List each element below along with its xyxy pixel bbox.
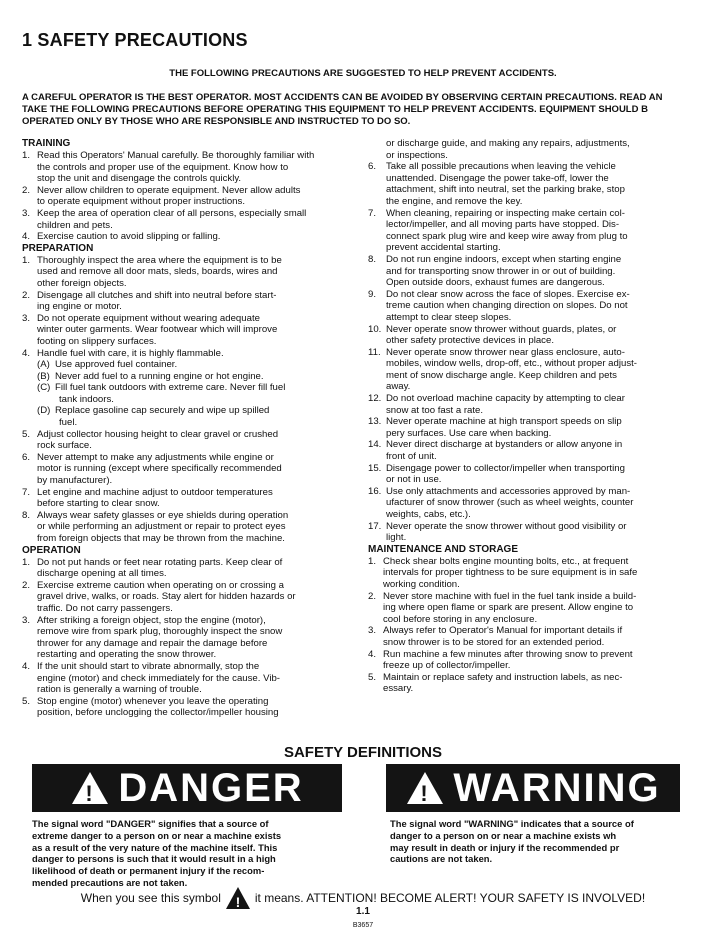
item-text bbox=[383, 625, 708, 648]
sub-item bbox=[22, 382, 362, 405]
item-line: unattended. Disengage the power take-off, lower the bbox=[386, 172, 609, 184]
operation-list-continued bbox=[368, 161, 708, 544]
item-text bbox=[37, 231, 362, 243]
item-line: discharge opening at all times. bbox=[37, 568, 167, 580]
symbol-prefix: When you see this symbol bbox=[80, 891, 221, 905]
item-text bbox=[37, 150, 362, 185]
item-text bbox=[386, 254, 708, 289]
item-line: essary. bbox=[383, 683, 414, 695]
text-line: cautions are not taken. bbox=[390, 853, 493, 865]
preparation-item bbox=[22, 510, 362, 545]
item-line: Stop engine (motor) whenever you leave the operating bbox=[37, 695, 269, 707]
item-line: other safety protective devices in place. bbox=[386, 335, 554, 347]
item-text bbox=[386, 486, 708, 521]
item-line: Never operate snow thrower without guards, plates, or bbox=[386, 323, 617, 335]
item-line: prevent accidental starting. bbox=[386, 242, 501, 254]
item-number: 3. bbox=[22, 614, 31, 626]
item-number: 1. bbox=[368, 555, 377, 567]
item-line: Never direct discharge at bystanders or allow anyone in bbox=[386, 439, 623, 451]
preparation-item bbox=[22, 313, 362, 348]
sub-item-letter: (C) bbox=[37, 382, 51, 394]
item-line: Keep the area of operation clear of all persons, especially small bbox=[37, 207, 307, 219]
training-item bbox=[22, 185, 362, 208]
item-line: children and pets. bbox=[37, 219, 113, 231]
training-item bbox=[22, 150, 362, 185]
item-line: gravel drive, walks, or roads. Stay alert for hidden hazards or bbox=[37, 591, 296, 603]
item-number: 1. bbox=[22, 150, 31, 161]
warning-triangle-icon bbox=[70, 770, 110, 806]
danger-label: DANGER bbox=[118, 765, 304, 810]
item-line: Use only attachments and accessories approved by man- bbox=[386, 485, 631, 497]
item-line: or not in use. bbox=[386, 474, 442, 486]
sub-item-text bbox=[55, 405, 362, 428]
text-line: as a result of the very nature of the machine itself. This bbox=[32, 841, 278, 853]
item-text bbox=[37, 255, 362, 290]
operation-item bbox=[22, 580, 362, 615]
item-line: Use approved fuel container. bbox=[55, 359, 178, 371]
danger-definition bbox=[32, 818, 342, 889]
item-line: winter outer garments. Wear footwear which will improve bbox=[37, 324, 278, 336]
item-line: treme caution when changing direction on slopes. Do not bbox=[386, 300, 628, 312]
item-number: 1. bbox=[22, 254, 31, 266]
item-text bbox=[37, 580, 362, 615]
training-item bbox=[22, 208, 362, 231]
item-line: Adjust collector housing height to clear gravel or crushed bbox=[37, 428, 279, 440]
item-number: 2. bbox=[22, 579, 31, 591]
operation-heading: OPERATION bbox=[22, 544, 81, 556]
item-line: ufacturer of snow thrower (such as wheel weights, counter bbox=[386, 497, 634, 509]
item-line: other foreign objects. bbox=[37, 277, 127, 289]
text-line: extreme danger to a person on or near a machine exists bbox=[32, 829, 282, 841]
item-line: Never operate snow thrower near glass enclosure, auto- bbox=[386, 346, 625, 358]
item-line: used and remove all door mats, sleds, boards, wires and bbox=[37, 266, 278, 278]
sub-item bbox=[22, 359, 362, 371]
right-column bbox=[368, 138, 708, 695]
item-line: front of unit. bbox=[386, 451, 437, 463]
warning-banner bbox=[386, 764, 680, 812]
item-number: 5. bbox=[22, 695, 31, 707]
warning-definition bbox=[390, 818, 690, 865]
item-number: 4. bbox=[368, 648, 377, 660]
item-number: 16. bbox=[368, 485, 382, 497]
item-text bbox=[386, 463, 708, 486]
maintenance-heading: MAINTENANCE AND STORAGE bbox=[368, 543, 519, 555]
item-line: restarting and operating the snow thrower. bbox=[37, 649, 217, 661]
operation-item bbox=[368, 486, 708, 521]
item-line: ration is generally a warning of trouble. bbox=[37, 684, 202, 696]
item-line: Thoroughly inspect the area where the equipment is to be bbox=[37, 254, 282, 266]
text-line: or discharge guide, and making any repairs, adjustments, bbox=[386, 138, 630, 149]
item-number: 3. bbox=[22, 207, 31, 219]
item-text bbox=[383, 649, 708, 672]
item-number: 8. bbox=[368, 253, 377, 265]
item-line: and for transporting snow thrower in or out of building. bbox=[386, 265, 616, 277]
item-line: rock surface. bbox=[37, 440, 92, 452]
item-text bbox=[37, 557, 362, 580]
item-line: Never operate the snow thrower without good visibility or bbox=[386, 520, 627, 532]
item-line: Maintain or replace safety and instruction labels, as nec- bbox=[383, 671, 623, 683]
item-line: footing on slippery surfaces. bbox=[37, 335, 157, 347]
item-line: working condition. bbox=[383, 578, 460, 590]
sub-item-letter: (B) bbox=[37, 370, 50, 382]
item-line: Run machine a few minutes after throwing snow to prevent bbox=[383, 648, 633, 660]
item-line: lector/impeller, and all moving parts have stopped. Dis- bbox=[386, 219, 620, 231]
item-text bbox=[383, 672, 708, 695]
item-line: Always refer to Operator's Manual for important details if bbox=[383, 625, 623, 637]
item-line: Disengage power to collector/impeller when transporting bbox=[386, 462, 625, 474]
item-number: 10. bbox=[368, 323, 382, 335]
sub-item bbox=[22, 405, 362, 428]
operation-item bbox=[368, 161, 708, 207]
operation-item bbox=[368, 324, 708, 347]
text-line: or inspections. bbox=[386, 149, 448, 161]
maintenance-item bbox=[368, 625, 708, 648]
operation-item bbox=[368, 254, 708, 289]
training-list bbox=[22, 150, 362, 243]
item-line: connect spark plug wire and keep wire away from plug to bbox=[386, 230, 628, 242]
preparation-item bbox=[22, 452, 362, 487]
item-line: Handle fuel with care, it is highly flammable. bbox=[37, 347, 224, 359]
item-line: Do not clear snow across the face of slopes. Exercise ex- bbox=[386, 288, 630, 300]
item-text bbox=[37, 290, 362, 313]
item-line: Read this Operators' Manual carefully. Be thoroughly familiar with bbox=[37, 150, 315, 161]
training-heading: TRAINING bbox=[22, 138, 71, 149]
item-number: 14. bbox=[368, 439, 382, 451]
item-line: the engine, and remove the key. bbox=[386, 195, 523, 207]
item-line: motor is running (except where specifically recommended bbox=[37, 463, 282, 475]
item-number: 4. bbox=[22, 660, 31, 672]
item-number: 1. bbox=[22, 556, 31, 568]
item-line: If the unit should start to vibrate abnormally, stop the bbox=[37, 660, 260, 672]
item-line: ment of snow discharge angle. Keep children and pets bbox=[386, 369, 617, 381]
svg-text:!: ! bbox=[420, 781, 430, 806]
preparation-item bbox=[22, 255, 362, 290]
operation-item bbox=[22, 557, 362, 580]
danger-banner bbox=[32, 764, 342, 812]
subtitle: THE FOLLOWING PRECAUTIONS ARE SUGGESTED TO HELP PREVENT ACCIDENTS. bbox=[169, 68, 557, 79]
maintenance-item bbox=[368, 649, 708, 672]
text-line: danger to persons is such that it would result in a high bbox=[32, 853, 276, 865]
item-line: remove wire from spark plug, thoroughly inspect the snow bbox=[37, 626, 283, 638]
item-line: Let engine and machine adjust to outdoor temperatures bbox=[37, 486, 273, 498]
sub-item-text bbox=[55, 382, 362, 405]
text-line: mended precautions are not taken. bbox=[32, 876, 188, 888]
sub-item-letter: (D) bbox=[37, 405, 51, 417]
item-text bbox=[37, 429, 362, 452]
operation-continuation bbox=[368, 138, 708, 161]
item-text bbox=[386, 347, 708, 393]
operation-item bbox=[368, 439, 708, 462]
item-line: Exercise extreme caution when operating on or crossing a bbox=[37, 579, 284, 591]
item-text bbox=[37, 487, 362, 510]
sub-item-text bbox=[55, 359, 362, 371]
item-number: 13. bbox=[368, 416, 382, 428]
intro-paragraph bbox=[22, 92, 708, 128]
sub-item-text bbox=[55, 371, 362, 383]
item-text bbox=[386, 208, 708, 254]
symbol-suffix: it means. ATTENTION! BECOME ALERT! YOUR SAFETY IS INVOLVED! bbox=[254, 891, 646, 905]
item-text bbox=[37, 510, 362, 545]
operation-item bbox=[368, 347, 708, 393]
item-text bbox=[386, 324, 708, 347]
item-line: cool before storing in any enclosure. bbox=[383, 613, 538, 625]
item-line: light. bbox=[386, 532, 407, 544]
item-text bbox=[386, 289, 708, 324]
item-number: 2. bbox=[368, 590, 377, 602]
item-line: Fill fuel tank outdoors with extreme care. Never fill fuel bbox=[55, 382, 286, 394]
item-text bbox=[386, 393, 708, 416]
item-number: 7. bbox=[22, 486, 31, 498]
maintenance-item bbox=[368, 556, 708, 591]
item-number: 2. bbox=[22, 289, 31, 301]
page-title: 1 SAFETY PRECAUTIONS bbox=[22, 30, 248, 50]
item-text bbox=[37, 615, 362, 661]
operation-item bbox=[22, 615, 362, 661]
item-line: ing where open flame or spark are present. Allow engine to bbox=[383, 602, 634, 614]
preparation-heading: PREPARATION bbox=[22, 242, 94, 254]
preparation-item bbox=[22, 348, 362, 360]
item-line: the controls and proper use of the equipment. Know how to bbox=[37, 161, 289, 173]
item-number: 11. bbox=[368, 346, 381, 358]
item-text bbox=[37, 185, 362, 208]
item-line: from foreign objects that may be thrown from the machine. bbox=[37, 533, 285, 544]
item-text bbox=[37, 661, 362, 696]
item-number: 5. bbox=[22, 428, 31, 440]
operation-list bbox=[22, 557, 362, 719]
left-column bbox=[22, 138, 362, 719]
item-line: Take all possible precautions when leaving the vehicle bbox=[386, 161, 616, 173]
item-text bbox=[383, 556, 708, 591]
maintenance-item bbox=[368, 672, 708, 695]
operation-item bbox=[368, 393, 708, 416]
item-number: 2. bbox=[22, 184, 31, 196]
item-line: intervals for proper tightness to be sure equipment is in safe bbox=[383, 567, 638, 579]
preparation-list bbox=[22, 255, 362, 359]
item-number: 12. bbox=[368, 393, 382, 405]
item-line: snow thrower is to be stored for an extended period. bbox=[383, 636, 605, 648]
text-line: likelihood of death or permanent injury if the recom- bbox=[32, 865, 265, 877]
item-number: 17. bbox=[368, 520, 382, 532]
item-number: 6. bbox=[22, 451, 31, 463]
item-line: Exercise caution to avoid slipping or falling. bbox=[37, 231, 221, 243]
item-line: Do not run engine indoors, except when starting engine bbox=[386, 253, 622, 265]
text-line: The signal word "DANGER" signifies that a source of bbox=[32, 818, 269, 829]
item-line: Do not put hands or feet near rotating parts. Keep clear of bbox=[37, 556, 283, 568]
operation-item bbox=[22, 696, 362, 719]
intro-line: A CAREFUL OPERATOR IS THE BEST OPERATOR. MOST ACCIDENTS CAN BE AVOIDED BY OBSERVING CERTAIN PRECAUTIONS. READ AN bbox=[22, 92, 663, 103]
item-line: weights, cabs, etc.). bbox=[386, 509, 471, 520]
item-line: Disengage all clutches and shift into neutral before start- bbox=[37, 289, 277, 301]
text-line: may result in death or injury if the recommended pr bbox=[390, 841, 620, 853]
item-number: 4. bbox=[22, 347, 31, 359]
warning-label: WARNING bbox=[453, 765, 661, 810]
training-item bbox=[22, 231, 362, 243]
item-number: 3. bbox=[22, 312, 31, 324]
item-text bbox=[383, 591, 708, 626]
item-line: freeze up of collector/impeller. bbox=[383, 660, 511, 672]
item-line: Never attempt to make any adjustments while engine or bbox=[37, 451, 274, 463]
item-line: When cleaning, repairing or inspecting make certain col- bbox=[386, 207, 625, 219]
preparation-list-continued bbox=[22, 429, 362, 545]
operation-item bbox=[368, 289, 708, 324]
operation-item bbox=[22, 661, 362, 696]
item-number: 8. bbox=[22, 509, 31, 521]
item-line: engine (motor) and check immediately for the cause. Vib- bbox=[37, 672, 280, 684]
item-line: Check shear bolts engine mounting bolts, etc., at frequent bbox=[383, 555, 629, 567]
item-line: Replace gasoline cap securely and wipe up spilled bbox=[55, 405, 270, 417]
item-line: mobiles, window wells, drop-off, etc., without proper adjust- bbox=[386, 358, 637, 370]
item-number: 9. bbox=[368, 288, 377, 300]
item-line: Never allow children to operate equipment. Never allow adults bbox=[37, 184, 301, 196]
operation-item bbox=[368, 416, 708, 439]
item-line: Open outside doors, exhaust fumes are dangerous. bbox=[386, 277, 605, 289]
item-line: Never add fuel to a running engine or hot engine. bbox=[55, 370, 264, 382]
item-line: pery surfaces. Use care when backing. bbox=[386, 427, 552, 439]
item-line: Always wear safety glasses or eye shields during operation bbox=[37, 509, 289, 521]
item-line: before starting to clear snow. bbox=[37, 498, 160, 510]
item-text bbox=[37, 348, 362, 360]
item-line: traffic. Do not carry passengers. bbox=[37, 602, 173, 614]
item-line: Do not operate equipment without wearing adequate bbox=[37, 312, 260, 324]
operation-item bbox=[368, 208, 708, 254]
preparation-sublist bbox=[22, 359, 362, 429]
item-line: tank indoors. bbox=[59, 393, 114, 405]
item-text bbox=[37, 452, 362, 487]
item-line: to operate equipment without proper instructions. bbox=[37, 196, 245, 208]
page-number: 1.1 bbox=[356, 906, 370, 917]
safety-definitions-heading: SAFETY DEFINITIONS bbox=[283, 744, 443, 761]
preparation-item bbox=[22, 429, 362, 452]
item-text bbox=[37, 313, 362, 348]
item-line: position, before unclogging the collector/impeller housing bbox=[37, 707, 279, 719]
document-code: B3657 bbox=[352, 922, 374, 929]
item-line: by manufacturer). bbox=[37, 475, 113, 487]
item-line: or while performing an adjustment or repair to protect eyes bbox=[37, 521, 286, 533]
item-line: stop the unit and disengage the controls quickly. bbox=[37, 173, 242, 185]
svg-text:!: ! bbox=[235, 894, 241, 910]
preparation-item bbox=[22, 290, 362, 313]
item-text bbox=[386, 439, 708, 462]
item-line: fuel. bbox=[59, 417, 78, 429]
item-line: attachment, shift into neutral, set the parking brake, stop bbox=[386, 184, 625, 196]
item-number: 15. bbox=[368, 462, 382, 474]
item-line: Do not overload machine capacity by attempting to clear bbox=[386, 393, 625, 405]
item-text bbox=[37, 696, 362, 719]
item-text bbox=[37, 208, 362, 231]
item-number: 7. bbox=[368, 207, 377, 219]
intro-line: TAKE THE FOLLOWING PRECAUTIONS BEFORE OPERATING THIS EQUIPMENT TO HELP PREVENT ACCIDENTS. EQUIPMENT SHOULD B bbox=[22, 104, 648, 115]
maintenance-list bbox=[368, 556, 708, 695]
item-line: Never operate machine at high transport speeds on slip bbox=[386, 416, 622, 428]
item-text bbox=[386, 161, 708, 207]
item-number: 6. bbox=[368, 161, 377, 173]
item-number: 4. bbox=[22, 231, 31, 243]
item-number: 3. bbox=[368, 625, 377, 637]
operation-item bbox=[368, 521, 708, 544]
item-number: 5. bbox=[368, 671, 377, 683]
item-line: snow at too fast a rate. bbox=[386, 404, 484, 416]
intro-line: OPERATED ONLY BY THOSE WHO ARE RESPONSIBLE AND INSTRUCTED TO DO SO. bbox=[22, 116, 411, 127]
text-line: The signal word "WARNING" indicates that a source of bbox=[390, 818, 634, 829]
text-line: danger to a person on or near a machine exists wh bbox=[390, 829, 617, 841]
item-line: away. bbox=[386, 381, 411, 393]
operation-item bbox=[368, 463, 708, 486]
svg-text:!: ! bbox=[85, 781, 95, 806]
preparation-item bbox=[22, 487, 362, 510]
maintenance-item bbox=[368, 591, 708, 626]
item-text bbox=[386, 521, 708, 544]
sub-item-letter: (A) bbox=[37, 359, 50, 371]
item-line: attempt to clear steep slopes. bbox=[386, 311, 512, 323]
item-line: After striking a foreign object, stop the engine (motor), bbox=[37, 614, 266, 626]
item-line: Never store machine with fuel in the fuel tank inside a build- bbox=[383, 590, 637, 602]
warning-triangle-icon bbox=[405, 770, 445, 806]
sub-item bbox=[22, 371, 362, 383]
item-text bbox=[386, 416, 708, 439]
item-line: thrower for any damage and repair the damage before bbox=[37, 637, 268, 649]
item-line: ing engine or motor. bbox=[37, 301, 122, 313]
